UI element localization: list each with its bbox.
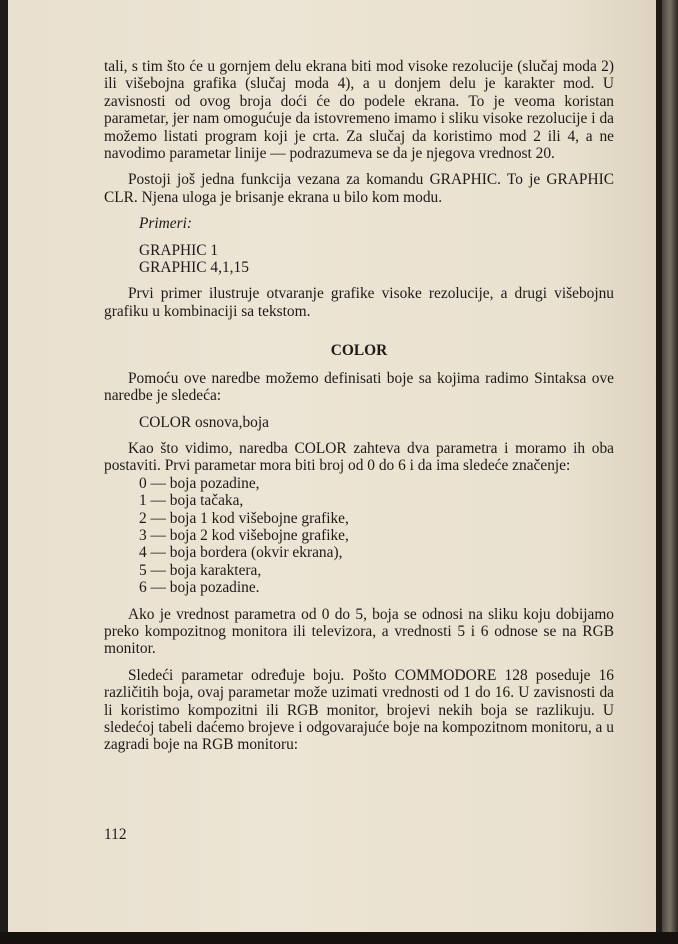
book-spine [662, 0, 678, 944]
list-item: 1 — boja tačaka, [139, 492, 244, 510]
list-item: 3 — boja 2 kod višebojne grafike, [139, 526, 349, 544]
list-item: 6 — boja pozadine. [139, 579, 260, 597]
paragraph-monitor-note: Ako je vrednost parametra od 0 do 5, boja se odnosi na sliku koju dobijamo preko kompozitnog monitora ili televizora, a vrednosti 5 i 6 odnose se na RGB monitor. [104, 605, 614, 658]
scan-bottom-edge [0, 932, 678, 944]
color-syntax: COLOR osnova,boja [139, 413, 269, 431]
list-item: 2 — boja 1 kod višebojne grafike, [139, 509, 349, 527]
list-item: 5 — boja karaktera, [139, 561, 262, 579]
example-2: GRAPHIC 4,1,15 [139, 259, 249, 277]
paragraph-color-params: Kao što vidimo, naredba COLOR zahteva dva parametra i moramo ih oba postaviti. Prvi parametar mora biti broj od 0 do 6 i da ima sledeće značenje: [104, 439, 614, 475]
color-parameter-list [104, 475, 614, 597]
book-page [8, 0, 656, 932]
page-number: 112 [104, 826, 127, 843]
example-1: GRAPHIC 1 [139, 241, 219, 259]
examples-label: Primeri: [139, 215, 193, 233]
list-item: 0 — boja pozadine, [139, 474, 260, 492]
paragraph-color-values: Sledeći parametar određuje boju. Pošto COMMODORE 128 poseduje 16 različitih boja, ovaj parametar može uzimati vrednosti od 1 do 16. U zavisnosti da li koristimo kompozitni ili RGB monitor, brojevi nekih boja se razlikuju. U sledećoj tabeli daćemo brojeve i odgovarajuće boje na kompozitnom monitoru, a u zagradi boje na RGB monitoru: [104, 666, 614, 754]
page-body [104, 58, 614, 754]
paragraph-color-intro: Pomoću ove naredbe možemo definisati boje sa kojima radimo Sintaksa ove naredbe je sledeća: [104, 369, 614, 405]
paragraph-graphic-clr: Postoji još jedna funkcija vezana za komandu GRAPHIC. To je GRAPHIC CLR. Njena uloga je brisanje ekrana u bilo kom modu. [104, 171, 614, 206]
list-item: 4 — boja bordera (okvir ekrana), [139, 544, 343, 562]
paragraph-examples-explained: Prvi primer ilustruje otvaranje grafike visoke rezolucije, a drugi višebojnu grafiku u kombinaciji sa tekstom. [104, 285, 614, 320]
section-heading-color: COLOR [330, 342, 388, 360]
paragraph-mode-split: tali, s tim što će u gornjem delu ekrana biti mod visoke rezolucije (slučaj moda 2) ili višebojna grafika (slučaj moda 4), a u donjem delu je karakter mod. U zavisnosti od ovog broja doći će do podele ekrana. To je veoma koristan parametar, jer nam omogućuje da istovremeno imamo i sliku visoke rezolucije i da možemo listati program koji je crta. Za slučaj da koristimo mod 2 ili 4, a ne navodimo parametar linije — podrazumeva se da je njegova vrednost 20. [104, 58, 614, 163]
